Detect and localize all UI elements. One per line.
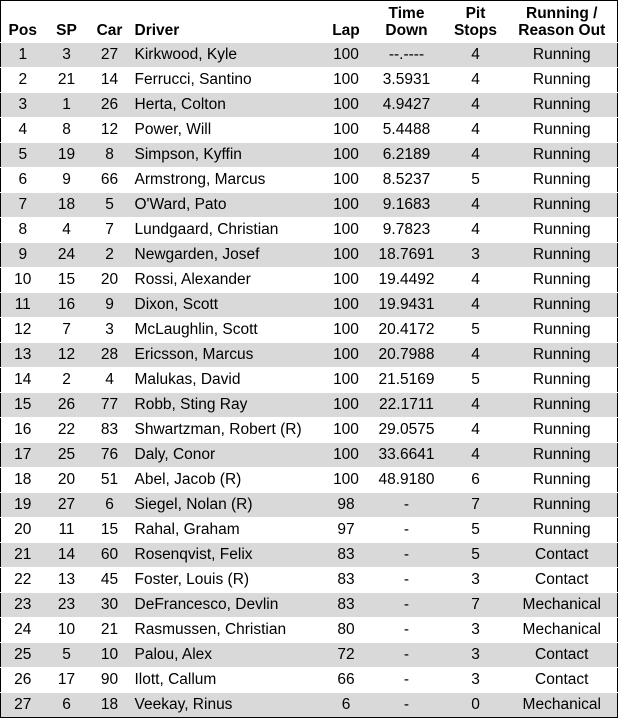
cell-lap: 100	[324, 468, 369, 493]
cell-sp: 25	[45, 443, 89, 468]
cell-time-down: 20.7988	[369, 343, 445, 368]
table-row	[1, 368, 618, 393]
header-car: Car	[89, 1, 131, 43]
cell-status: Running	[507, 118, 618, 143]
cell-pit-stops: 4	[445, 268, 507, 293]
cell-pos: 3	[1, 93, 45, 118]
cell-pos: 27	[1, 693, 45, 718]
header-pos: Pos	[1, 1, 45, 43]
cell-lap: 100	[324, 343, 369, 368]
cell-status: Mechanical	[507, 693, 618, 718]
cell-status: Mechanical	[507, 618, 618, 643]
cell-time-down: 19.9431	[369, 293, 445, 318]
cell-driver: Dixon, Scott	[131, 293, 324, 318]
table-row	[1, 268, 618, 293]
cell-driver: Daly, Conor	[131, 443, 324, 468]
cell-car: 12	[89, 118, 131, 143]
cell-car: 60	[89, 543, 131, 568]
table-row	[1, 543, 618, 568]
cell-lap: 98	[324, 493, 369, 518]
cell-pos: 19	[1, 493, 45, 518]
cell-sp: 17	[45, 668, 89, 693]
cell-sp: 21	[45, 68, 89, 93]
header-time-down	[369, 1, 445, 43]
cell-lap: 100	[324, 193, 369, 218]
cell-pos: 15	[1, 393, 45, 418]
cell-lap: 100	[324, 368, 369, 393]
cell-time-down: 20.4172	[369, 318, 445, 343]
cell-car: 2	[89, 243, 131, 268]
cell-time-down: -	[369, 618, 445, 643]
table-row	[1, 568, 618, 593]
cell-driver: Armstrong, Marcus	[131, 168, 324, 193]
cell-lap: 100	[324, 418, 369, 443]
cell-sp: 22	[45, 418, 89, 443]
cell-driver: Shwartzman, Robert (R)	[131, 418, 324, 443]
header-pit-stops-line1: Pit	[465, 5, 486, 22]
cell-status: Running	[507, 368, 618, 393]
cell-time-down: 29.0575	[369, 418, 445, 443]
cell-lap: 100	[324, 318, 369, 343]
table-row	[1, 618, 618, 643]
cell-pos: 9	[1, 243, 45, 268]
cell-pit-stops: 4	[445, 343, 507, 368]
cell-time-down: 9.7823	[369, 218, 445, 243]
cell-pit-stops: 7	[445, 493, 507, 518]
table-row	[1, 43, 618, 68]
cell-driver: Malukas, David	[131, 368, 324, 393]
header-time-down-line2: Down	[385, 22, 428, 39]
cell-sp: 7	[45, 318, 89, 343]
cell-pit-stops: 4	[445, 418, 507, 443]
cell-time-down: 6.2189	[369, 143, 445, 168]
cell-car: 27	[89, 43, 131, 68]
cell-sp: 26	[45, 393, 89, 418]
cell-sp: 27	[45, 493, 89, 518]
cell-time-down: 3.5931	[369, 68, 445, 93]
cell-driver: Robb, Sting Ray	[131, 393, 324, 418]
cell-sp: 4	[45, 218, 89, 243]
table-row	[1, 243, 618, 268]
cell-status: Running	[507, 43, 618, 68]
cell-status: Contact	[507, 543, 618, 568]
cell-car: 66	[89, 168, 131, 193]
table-row	[1, 418, 618, 443]
cell-sp: 19	[45, 143, 89, 168]
cell-car: 15	[89, 518, 131, 543]
cell-pit-stops: 0	[445, 693, 507, 718]
table-row	[1, 218, 618, 243]
cell-status: Running	[507, 193, 618, 218]
cell-lap: 83	[324, 593, 369, 618]
table-row	[1, 643, 618, 668]
header-pit-stops-line2: Stops	[453, 22, 498, 39]
cell-sp: 2	[45, 368, 89, 393]
cell-pos: 4	[1, 118, 45, 143]
cell-driver: Siegel, Nolan (R)	[131, 493, 324, 518]
cell-pos: 26	[1, 668, 45, 693]
cell-pos: 10	[1, 268, 45, 293]
cell-pit-stops: 4	[445, 118, 507, 143]
table-row	[1, 443, 618, 468]
cell-pos: 2	[1, 68, 45, 93]
cell-status: Running	[507, 218, 618, 243]
cell-pos: 18	[1, 468, 45, 493]
cell-pit-stops: 5	[445, 518, 507, 543]
cell-status: Running	[507, 318, 618, 343]
cell-driver: McLaughlin, Scott	[131, 318, 324, 343]
cell-time-down: 8.5237	[369, 168, 445, 193]
header-status-line1: Running /	[526, 5, 598, 22]
cell-sp: 1	[45, 93, 89, 118]
cell-car: 6	[89, 493, 131, 518]
cell-pit-stops: 4	[445, 93, 507, 118]
cell-driver: Ilott, Callum	[131, 668, 324, 693]
cell-pit-stops: 5	[445, 318, 507, 343]
cell-status: Contact	[507, 643, 618, 668]
cell-status: Contact	[507, 568, 618, 593]
cell-sp: 6	[45, 693, 89, 718]
cell-pit-stops: 3	[445, 243, 507, 268]
cell-sp: 5	[45, 643, 89, 668]
cell-driver: Lundgaard, Christian	[131, 218, 324, 243]
cell-sp: 23	[45, 593, 89, 618]
cell-status: Running	[507, 518, 618, 543]
cell-car: 18	[89, 693, 131, 718]
cell-pos: 23	[1, 593, 45, 618]
cell-car: 83	[89, 418, 131, 443]
cell-pit-stops: 4	[445, 68, 507, 93]
cell-driver: DeFrancesco, Devlin	[131, 593, 324, 618]
cell-driver: Herta, Colton	[131, 93, 324, 118]
cell-status: Contact	[507, 668, 618, 693]
cell-car: 7	[89, 218, 131, 243]
cell-car: 77	[89, 393, 131, 418]
cell-time-down: --.----	[369, 43, 445, 68]
cell-time-down: 22.1711	[369, 393, 445, 418]
cell-pos: 25	[1, 643, 45, 668]
cell-status: Running	[507, 293, 618, 318]
cell-pit-stops: 4	[445, 143, 507, 168]
cell-car: 30	[89, 593, 131, 618]
header-pit-stops	[445, 1, 507, 43]
cell-pit-stops: 4	[445, 218, 507, 243]
table-row	[1, 468, 618, 493]
cell-pos: 17	[1, 443, 45, 468]
cell-lap: 83	[324, 568, 369, 593]
cell-car: 10	[89, 643, 131, 668]
cell-status: Running	[507, 243, 618, 268]
cell-pos: 24	[1, 618, 45, 643]
cell-time-down: 18.7691	[369, 243, 445, 268]
table-row	[1, 668, 618, 693]
table-row	[1, 93, 618, 118]
cell-time-down: 21.5169	[369, 368, 445, 393]
cell-car: 26	[89, 93, 131, 118]
table-row	[1, 68, 618, 93]
table-row	[1, 593, 618, 618]
cell-lap: 100	[324, 93, 369, 118]
table-row	[1, 193, 618, 218]
cell-status: Running	[507, 268, 618, 293]
cell-status: Running	[507, 418, 618, 443]
cell-time-down: 19.4492	[369, 268, 445, 293]
cell-car: 28	[89, 343, 131, 368]
cell-time-down: 4.9427	[369, 93, 445, 118]
table-row	[1, 518, 618, 543]
cell-pit-stops: 3	[445, 568, 507, 593]
cell-status: Running	[507, 393, 618, 418]
cell-sp: 15	[45, 268, 89, 293]
cell-time-down: -	[369, 543, 445, 568]
cell-car: 90	[89, 668, 131, 693]
cell-driver: Palou, Alex	[131, 643, 324, 668]
table-row	[1, 143, 618, 168]
cell-car: 4	[89, 368, 131, 393]
cell-car: 3	[89, 318, 131, 343]
cell-sp: 8	[45, 118, 89, 143]
cell-sp: 13	[45, 568, 89, 593]
cell-sp: 11	[45, 518, 89, 543]
cell-time-down: 33.6641	[369, 443, 445, 468]
cell-time-down: -	[369, 668, 445, 693]
cell-status: Running	[507, 468, 618, 493]
cell-sp: 18	[45, 193, 89, 218]
cell-sp: 16	[45, 293, 89, 318]
cell-pit-stops: 3	[445, 668, 507, 693]
cell-pit-stops: 5	[445, 168, 507, 193]
cell-pos: 8	[1, 218, 45, 243]
cell-pit-stops: 4	[445, 193, 507, 218]
cell-sp: 14	[45, 543, 89, 568]
cell-time-down: 48.9180	[369, 468, 445, 493]
header-status	[507, 1, 618, 43]
cell-pit-stops: 5	[445, 368, 507, 393]
cell-driver: O'Ward, Pato	[131, 193, 324, 218]
cell-pit-stops: 4	[445, 43, 507, 68]
cell-time-down: 9.1683	[369, 193, 445, 218]
cell-time-down: 5.4488	[369, 118, 445, 143]
cell-lap: 100	[324, 393, 369, 418]
cell-pos: 21	[1, 543, 45, 568]
cell-status: Mechanical	[507, 593, 618, 618]
cell-pos: 16	[1, 418, 45, 443]
cell-sp: 20	[45, 468, 89, 493]
cell-car: 14	[89, 68, 131, 93]
cell-status: Running	[507, 93, 618, 118]
table-row	[1, 493, 618, 518]
cell-pit-stops: 4	[445, 393, 507, 418]
cell-driver: Rossi, Alexander	[131, 268, 324, 293]
table-row	[1, 118, 618, 143]
cell-status: Running	[507, 68, 618, 93]
cell-pit-stops: 4	[445, 293, 507, 318]
cell-lap: 100	[324, 218, 369, 243]
table-header	[1, 1, 618, 43]
cell-lap: 100	[324, 143, 369, 168]
cell-driver: Ericsson, Marcus	[131, 343, 324, 368]
cell-car: 20	[89, 268, 131, 293]
cell-car: 21	[89, 618, 131, 643]
cell-time-down: -	[369, 518, 445, 543]
cell-sp: 9	[45, 168, 89, 193]
cell-status: Running	[507, 168, 618, 193]
cell-lap: 80	[324, 618, 369, 643]
cell-lap: 100	[324, 293, 369, 318]
cell-status: Running	[507, 343, 618, 368]
cell-time-down: -	[369, 493, 445, 518]
cell-driver: Simpson, Kyffin	[131, 143, 324, 168]
table-row	[1, 693, 618, 718]
cell-pos: 22	[1, 568, 45, 593]
cell-lap: 100	[324, 118, 369, 143]
cell-lap: 100	[324, 168, 369, 193]
cell-lap: 83	[324, 543, 369, 568]
cell-driver: Rahal, Graham	[131, 518, 324, 543]
cell-lap: 6	[324, 693, 369, 718]
cell-lap: 100	[324, 68, 369, 93]
cell-pit-stops: 3	[445, 643, 507, 668]
cell-sp: 24	[45, 243, 89, 268]
cell-lap: 72	[324, 643, 369, 668]
table-body	[1, 43, 618, 718]
cell-driver: Power, Will	[131, 118, 324, 143]
header-lap: Lap	[324, 1, 369, 43]
cell-car: 76	[89, 443, 131, 468]
cell-car: 45	[89, 568, 131, 593]
cell-pos: 13	[1, 343, 45, 368]
cell-driver: Foster, Louis (R)	[131, 568, 324, 593]
cell-lap: 100	[324, 443, 369, 468]
cell-lap: 100	[324, 268, 369, 293]
cell-pit-stops: 6	[445, 468, 507, 493]
cell-pos: 6	[1, 168, 45, 193]
cell-car: 9	[89, 293, 131, 318]
cell-sp: 10	[45, 618, 89, 643]
cell-time-down: -	[369, 643, 445, 668]
table-row	[1, 168, 618, 193]
cell-driver: Rosenqvist, Felix	[131, 543, 324, 568]
cell-pos: 5	[1, 143, 45, 168]
cell-lap: 100	[324, 243, 369, 268]
cell-pos: 12	[1, 318, 45, 343]
cell-sp: 3	[45, 43, 89, 68]
header-sp: SP	[45, 1, 89, 43]
table-row	[1, 318, 618, 343]
cell-status: Running	[507, 443, 618, 468]
cell-driver: Newgarden, Josef	[131, 243, 324, 268]
cell-sp: 12	[45, 343, 89, 368]
cell-pos: 20	[1, 518, 45, 543]
cell-time-down: -	[369, 568, 445, 593]
cell-time-down: -	[369, 593, 445, 618]
cell-driver: Abel, Jacob (R)	[131, 468, 324, 493]
cell-driver: Ferrucci, Santino	[131, 68, 324, 93]
header-status-line2: Reason Out	[518, 22, 606, 39]
cell-lap: 66	[324, 668, 369, 693]
cell-car: 5	[89, 193, 131, 218]
cell-car: 8	[89, 143, 131, 168]
header-row	[1, 1, 618, 43]
cell-pit-stops: 4	[445, 443, 507, 468]
cell-pit-stops: 7	[445, 593, 507, 618]
cell-driver: Veekay, Rinus	[131, 693, 324, 718]
cell-driver: Rasmussen, Christian	[131, 618, 324, 643]
cell-pos: 7	[1, 193, 45, 218]
cell-pit-stops: 5	[445, 543, 507, 568]
cell-pos: 14	[1, 368, 45, 393]
table-row	[1, 393, 618, 418]
cell-time-down: -	[369, 693, 445, 718]
cell-status: Running	[507, 493, 618, 518]
cell-status: Running	[507, 143, 618, 168]
table-row	[1, 343, 618, 368]
cell-pos: 1	[1, 43, 45, 68]
cell-car: 51	[89, 468, 131, 493]
table-row	[1, 293, 618, 318]
header-driver: Driver	[131, 1, 324, 43]
cell-lap: 100	[324, 43, 369, 68]
cell-pos: 11	[1, 293, 45, 318]
cell-lap: 97	[324, 518, 369, 543]
cell-pit-stops: 3	[445, 618, 507, 643]
cell-driver: Kirkwood, Kyle	[131, 43, 324, 68]
header-time-down-line1: Time	[388, 5, 425, 22]
